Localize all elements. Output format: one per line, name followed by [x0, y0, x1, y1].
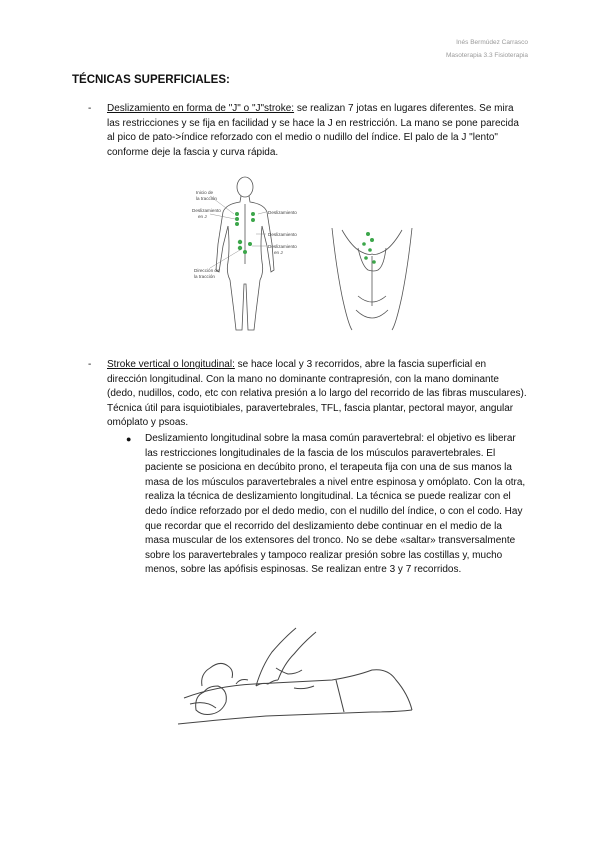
term-vertical-stroke: Stroke vertical o longitudinal:: [107, 359, 235, 370]
fig1-label-5: Deslizamiento: [268, 210, 297, 215]
body-vertical-stroke: se hace local y 3 recorridos, abre la fascia superficial en dirección longitudinal. Con la mano no dominante contrapresión, con la mano dominante (dedo, nudillos, codo, etc con relativa presión a lo largo del recorrido de las fibras musculares). Técnica útil para isquiotibiales, paravertebrales, TFL, fascia plantar, pectoral mayor, angular omóplato y psoas.: [107, 359, 527, 428]
fig1-label-2: la tracción: [196, 196, 217, 201]
term-j-stroke: Deslizamiento en forma de "J" o "J"stroke:: [107, 103, 295, 114]
figure-j-stroke-hands: [328, 226, 416, 332]
dash-marker: -: [88, 103, 92, 114]
author-name: Inés Bermúdez Carrasco: [456, 39, 528, 46]
list-item-vertical-stroke: [88, 358, 528, 431]
figure-j-stroke-body: [190, 172, 310, 338]
figure-paravertebral-technique: [176, 620, 416, 742]
bullet-dot: ●: [126, 434, 132, 444]
bullet-paravertebral: [126, 432, 528, 578]
list-item-j-stroke: [88, 102, 528, 160]
fig1-label-8: en J: [274, 250, 283, 255]
bullet-paravertebral-text: Deslizamiento longitudinal sobre la masa común paravertebral: el objetivo es liberar las restricciones longitudinales de la fascia de los músculos paravertebrales. El paciente se posiciona en decúbito prono, el terapeuta fija con una de sus manos la masa de los músculos paravertebrales a nivel entre espinosa y omóplato. Con la otra, realiza la técnica de deslizamiento longitudinal. La técnica se puede realizar con el dedo índice reforzado por el dedo medio, con el nudillo del índice, o con el codo. Hay que recordar que el recorrido del deslizamiento debe continuar en el medio de la masa muscular de los extensores del tronco. No se debe «saltar» transversalmente sobre los paravertebrales y tampoco realizar presión sobre las costillas y, mucho menos, sobre las apófisis espinosas. Se realizan entre 3 y 7 recorridos.: [145, 433, 526, 576]
fig1-label-6: Deslizamiento: [268, 232, 297, 237]
page-header: [446, 36, 528, 62]
fig1-label-1: Inicio de: [196, 190, 214, 195]
fig1-label-10: la tracción: [194, 274, 215, 279]
fig1-label-3: Deslizamiento: [192, 208, 221, 213]
section-title: TÉCNICAS SUPERFICIALES:: [72, 74, 230, 86]
course-name: Masoterapia 3.3 Fisioterapia: [445, 52, 528, 59]
fig1-label-4: en J: [198, 214, 207, 219]
fig1-label-7: Deslizamiento: [268, 244, 297, 249]
dash-marker: -: [88, 359, 92, 370]
body-j-stroke: se realizan 7 jotas en lugares diferentes. Se mira las restricciones y se fija en facilidad y se hace la J en restricción. La mano se pone parecida al pico de pato->índice reforzado con el medio o nudillo del índice. El palo de la J "lento" conforme deje la fascia y curva rápida.: [107, 103, 519, 158]
fig1-label-9: Dirección de: [194, 268, 220, 273]
